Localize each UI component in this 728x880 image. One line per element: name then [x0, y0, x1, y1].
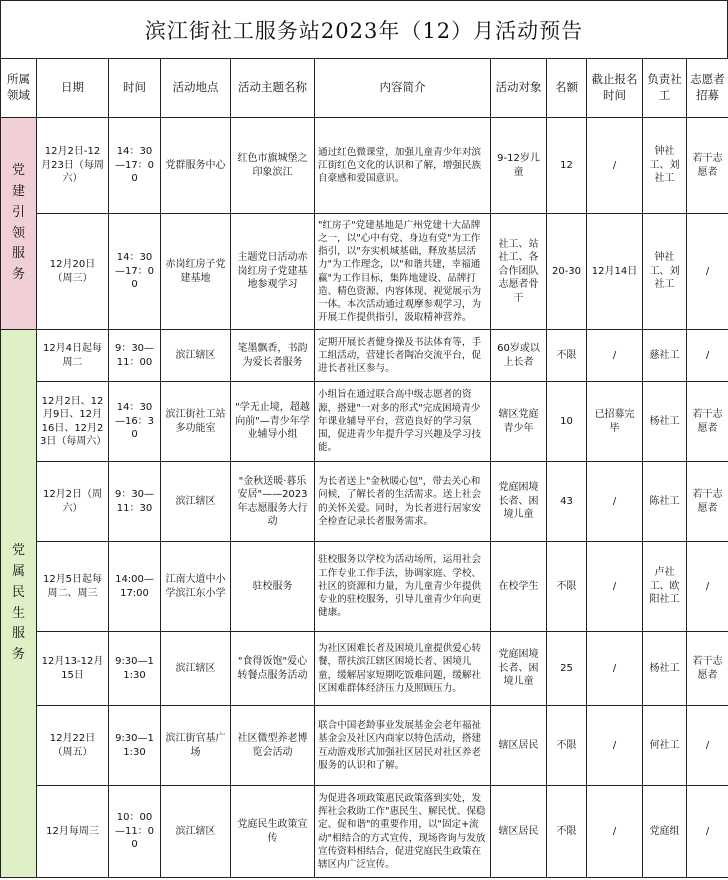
volunteer-cell: 若干志愿者: [687, 462, 728, 542]
header-domain: 所属领域: [1, 59, 37, 118]
worker-cell: 陈社工: [643, 462, 687, 542]
quota-cell: 不限: [547, 706, 587, 786]
quota-cell: 43: [547, 462, 587, 542]
time-cell: 14:00—17:00: [109, 542, 161, 632]
header-worker: 负责社工: [643, 59, 687, 118]
content-cell: 为长者送上"金秋暖心包"，带去关心和问候，了解长者的生活需求。送上社会的关怀关爱。同时，为长者进行居家安全检查记录长者服务需求。: [315, 462, 491, 542]
activity-table: [0, 58, 728, 878]
worker-cell: 党庭组: [643, 786, 687, 878]
theme-cell: "学无止境，超越向前"—青少年学业辅导小组: [231, 382, 315, 462]
title-bar: [0, 0, 728, 58]
volunteer-cell: /: [687, 330, 728, 382]
table-row: [1, 632, 728, 706]
content-cell: 为社区困难长者及困境儿童提供爱心转餐，帮扶滨江辖区困境长者、困境儿童，缓解居家短期吃饭难问题，缓解社区困难群体经济压力及照顾压力。: [315, 632, 491, 706]
deadline-cell: /: [587, 330, 643, 382]
quota-cell: 20-30: [547, 214, 587, 330]
date-cell: 12月20日（周三）: [37, 214, 109, 330]
deadline-cell: /: [587, 786, 643, 878]
table-row: [1, 462, 728, 542]
worker-cell: 杨社工: [643, 632, 687, 706]
date-cell: 12月22日（周五）: [37, 706, 109, 786]
target-cell: 党庭困境长者、困境儿童: [491, 632, 547, 706]
table-row: [1, 214, 728, 330]
theme-cell: "金秋送暖·暮乐安居"——2023年志愿服务大行动: [231, 462, 315, 542]
content-cell: 定期开展长者健身操及书法体育等，手工组活动，营建长者陶冶交流平台，促进长者社区参与。: [315, 330, 491, 382]
theme-cell: 主题党日活动赤岗红房子党建基地参观学习: [231, 214, 315, 330]
place-cell: 滨江辖区: [161, 330, 231, 382]
target-cell: 辖区居民: [491, 786, 547, 878]
header-quota: 名额: [547, 59, 587, 118]
table-row: [1, 382, 728, 462]
theme-cell: 党庭民生政策宣传: [231, 786, 315, 878]
content-cell: 通过红色微课堂，加强儿童青少年对滨江街红色文化的认识和了解，增强民族自豪感和爱国意识。: [315, 118, 491, 214]
page-title: 滨江街社工服务站2023年（12）月活动预告: [144, 18, 584, 43]
header-theme: 活动主题名称: [231, 59, 315, 118]
date-cell: 12月2日（周六）: [37, 462, 109, 542]
table-row: [1, 786, 728, 878]
header-time: 时间: [109, 59, 161, 118]
worker-cell: 卢社工、欧阳社工: [643, 542, 687, 632]
header-volunteer: 志愿者招募: [687, 59, 728, 118]
theme-cell: 驻校服务: [231, 542, 315, 632]
time-cell: 9：30—11：00: [109, 330, 161, 382]
domain-cell-livelihood: [1, 330, 37, 878]
date-cell: 12月13-12月15日: [37, 632, 109, 706]
table-row: [1, 542, 728, 632]
deadline-cell: /: [587, 632, 643, 706]
quota-cell: 10: [547, 382, 587, 462]
target-cell: 在校学生: [491, 542, 547, 632]
time-cell: 9:30—11:30: [109, 706, 161, 786]
theme-cell: 笔墨飘香，书韵为爱长者服务: [231, 330, 315, 382]
header-content: 内容简介: [315, 59, 491, 118]
table-row: [1, 706, 728, 786]
time-cell: 9:30—11:30: [109, 632, 161, 706]
quota-cell: 不限: [547, 542, 587, 632]
place-cell: 党群服务中心: [161, 118, 231, 214]
quota-cell: 12: [547, 118, 587, 214]
target-cell: 60岁或以上长者: [491, 330, 547, 382]
deadline-cell: /: [587, 118, 643, 214]
header-date: 日期: [37, 59, 109, 118]
quota-cell: 不限: [547, 786, 587, 878]
target-cell: 辖区党庭青少年: [491, 382, 547, 462]
deadline-cell: 12月14日: [587, 214, 643, 330]
quota-cell: 不限: [547, 330, 587, 382]
domain-label: 党建引领服务: [11, 163, 25, 283]
content-cell: 小组旨在通过联合高中级志愿者的资源，搭建"一对多的形式"完成困境青少年课业辅导平台，营造良好的学习氛围，促进青少年提升学习兴趣及学习技能。: [315, 382, 491, 462]
worker-cell: 何社工: [643, 706, 687, 786]
time-cell: 14：30—17：00: [109, 118, 161, 214]
quota-cell: 25: [547, 632, 587, 706]
worker-cell: 钟社工、刘社工: [643, 214, 687, 330]
worker-cell: 杨社工: [643, 382, 687, 462]
content-cell: 驻校服务以学校为活动场所，运用社会工作专业工作手法，协调家庭、学校、社区的资源和力量，为儿童青少年提供专业的驻校服务，引导儿童青少年向更健康。: [315, 542, 491, 632]
time-cell: 14：30—17：00: [109, 214, 161, 330]
table-row: [1, 118, 728, 214]
worker-cell: 慈社工: [643, 330, 687, 382]
place-cell: 滨江辖区: [161, 786, 231, 878]
date-cell: 12月5日起每周二、周三: [37, 542, 109, 632]
place-cell: 滨江辖区: [161, 462, 231, 542]
domain-cell-party: [1, 118, 37, 330]
content-cell: "红房子"党建基地是广州党建十大品牌之一，以"心中有党、身边有党"为工作指引，以"夯实机城基础，释放基层活力"为工作理念，以"和谐共建，幸福通赢"为工作目标，集阵地建设、品牌打造、精色资源、内容体现、视觉展示为一体。本次活动通过观摩参观学习，为开展工作提供指引，汲取精神营养。: [315, 214, 491, 330]
date-cell: 12月4日起每周二: [37, 330, 109, 382]
theme-cell: 社区微型养老博览会活动: [231, 706, 315, 786]
place-cell: 滨江街社工站多功能室: [161, 382, 231, 462]
volunteer-cell: /: [687, 786, 728, 878]
target-cell: 社工、站社工、各合作团队志愿者骨干: [491, 214, 547, 330]
content-cell: 联合中国老龄事业发展基金会老年福祉基金会及社区内商家以特色活动，搭建互动游戏形式加强社区居民对社区养老服务的认识和了解。: [315, 706, 491, 786]
volunteer-cell: 若干志愿者: [687, 382, 728, 462]
volunteer-cell: 若干志愿者: [687, 118, 728, 214]
theme-cell: 红色市旗城堡之印象滨江: [231, 118, 315, 214]
content-cell: 为促进各项政策惠民政策落到实处，发挥社会救助工作"惠民生、解民忧、保稳定、促和谐"的重要作用，以"固定+流动"相结合的方式宣传，现场咨询与发放宣传资料相结合，促进党庭民生政策在辖区内广泛宣传。: [315, 786, 491, 878]
deadline-cell: 已招募完毕: [587, 382, 643, 462]
place-cell: 赤岗红房子党建基地: [161, 214, 231, 330]
date-cell: 12月2日-12月23日（每周六）: [37, 118, 109, 214]
header-deadline: 截止报名时间: [587, 59, 643, 118]
date-cell: 12月2日、12月9日、12月16日、12月23日（每周六）: [37, 382, 109, 462]
volunteer-cell: /: [687, 542, 728, 632]
header-place: 活动地点: [161, 59, 231, 118]
date-cell: 12月每周三: [37, 786, 109, 878]
target-cell: 9-12岁儿童: [491, 118, 547, 214]
target-cell: 党庭困境长者、困境儿童: [491, 462, 547, 542]
domain-label: 党属民生服务: [11, 543, 25, 663]
deadline-cell: /: [587, 462, 643, 542]
place-cell: 滨江辖区: [161, 632, 231, 706]
time-cell: 10：00—11：00: [109, 786, 161, 878]
theme-cell: "食得饭饱"爱心转餐点服务活动: [231, 632, 315, 706]
time-cell: 14：30—16：30: [109, 382, 161, 462]
time-cell: 9：30—11：30: [109, 462, 161, 542]
place-cell: 滨江街官基广场: [161, 706, 231, 786]
worker-cell: 钟社工、刘社工: [643, 118, 687, 214]
table-row: [1, 330, 728, 382]
header-row: [1, 59, 728, 118]
volunteer-cell: /: [687, 214, 728, 330]
deadline-cell: /: [587, 706, 643, 786]
volunteer-cell: 若干志愿者: [687, 632, 728, 706]
target-cell: 辖区居民: [491, 706, 547, 786]
header-target: 活动对象: [491, 59, 547, 118]
place-cell: 江南大道中小学滨江东小学: [161, 542, 231, 632]
volunteer-cell: /: [687, 706, 728, 786]
deadline-cell: /: [587, 542, 643, 632]
